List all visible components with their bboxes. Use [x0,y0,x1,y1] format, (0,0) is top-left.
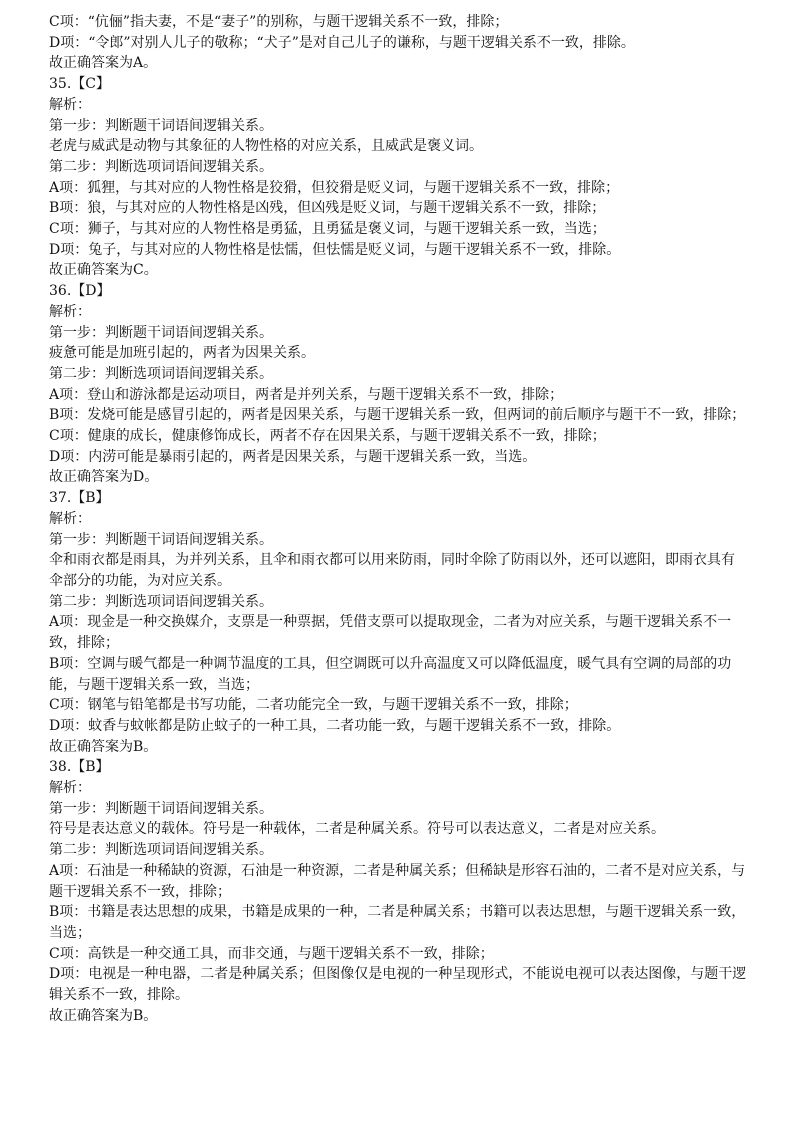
question-35-header: 35.【C】 [49,76,110,93]
q37-option-d: D项：蚊香与蚊帐都是防止蚊子的一种工具，二者功能一致，与题干逻辑关系不一致，排除。 [49,717,621,734]
q36-analysis-label: 解析： [49,303,91,320]
q38-option-b-line-2: 当选； [49,924,91,941]
q38-step-2: 第二步：判断选项词语间逻辑关系。 [49,842,273,859]
q37-step-1: 第一步：判断题干词语间逻辑关系。 [49,531,273,548]
q36-conclusion: 故正确答案为D。 [49,469,159,486]
conclusion-prev: 故正确答案为A。 [49,55,158,72]
q37-option-b-line-1: B项：空调与暖气都是一种调节温度的工具，但空调既可以升高温度又可以降低温度，暖气具有空调的局部的功 [49,655,732,672]
q38-conclusion: 故正确答案为B。 [49,1007,158,1024]
q37-analysis-label: 解析： [49,510,91,527]
q36-stem-relation: 疲惫可能是加班引起的，两者为因果关系。 [49,345,315,362]
q36-option-b: B项：发烧可能是感冒引起的，两者是因果关系，与题干逻辑关系一致，但两词的前后顺序与题干不一致，排除； [49,407,746,424]
q37-option-a-line-2: 致，排除； [49,635,119,652]
q38-option-d-line-2: 辑关系不一致，排除。 [49,987,189,1004]
q35-step-1: 第一步：判断题干词语间逻辑关系。 [49,117,273,134]
q35-stem-relation: 老虎与威武是动物与其象征的人物性格的对应关系，且威武是褒义词。 [49,138,483,155]
q37-option-c: C项：钢笔与铅笔都是书写功能，二者功能完全一致，与题干逻辑关系不一致，排除； [49,697,578,714]
q37-option-a-line-1: A项：现金是一种交换媒介，支票是一种票据，凭借支票可以提取现金，二者为对应关系，与题干逻辑关系不一 [49,614,732,631]
q35-conclusion: 故正确答案为C。 [49,262,158,279]
q35-option-c: C项：狮子，与其对应的人物性格是勇猛，且勇猛是褒义词，与题干逻辑关系一致，当选； [49,221,606,238]
q36-option-a: A项：登山和游泳都是运动项目，两者是并列关系，与题干逻辑关系不一致，排除； [49,386,564,403]
q38-option-c: C项：高铁是一种交通工具，而非交通，与题干逻辑关系不一致，排除； [49,945,494,962]
q38-option-d-line-1: D项：电视是一种电器，二者是种属关系；但图像仅是电视的一种呈现形式，不能说电视可以表达图像，与题干逻 [49,966,747,983]
q38-option-b-line-1: B项：书籍是表达思想的成果，书籍是成果的一种，二者是种属关系；书籍可以表达思想，与题干逻辑关系一致， [49,904,746,921]
answer-d-option-prev: D项：“令郎”对别人儿子的敬称；“犬子”是对自己儿子的谦称，与题干逻辑关系不一致，排除。 [49,34,635,51]
q35-option-a: A项：狐狸，与其对应的人物性格是狡猾，但狡猾是贬义词，与题干逻辑关系不一致，排除； [49,179,620,196]
q36-step-1: 第一步：判断题干词语间逻辑关系。 [49,324,273,341]
q38-option-a-line-1: A项：石油是一种稀缺的资源，石油是一种资源，二者是种属关系；但稀缺是形容石油的，二者不是对应关系，与 [49,862,746,879]
q35-analysis-label: 解析： [49,96,91,113]
q37-stem-relation-line-1: 伞和雨衣都是雨具，为并列关系，且伞和雨衣都可以用来防雨，同时伞除了防雨以外，还可以遮阳，即雨衣具有 [49,552,735,569]
q38-analysis-label: 解析： [49,780,91,797]
q35-step-2: 第二步：判断选项词语间逻辑关系。 [49,158,273,175]
q38-stem-relation: 符号是表达意义的载体。符号是一种载体，二者是种属关系。符号可以表达意义，二者是对应关系。 [49,821,665,838]
q37-step-2: 第二步：判断选项词语间逻辑关系。 [49,593,273,610]
q38-option-a-line-2: 题干逻辑关系不一致，排除； [49,883,231,900]
question-37-header: 37.【B】 [49,490,110,507]
q38-step-1: 第一步：判断题干词语间逻辑关系。 [49,800,273,817]
q35-option-b: B项：狼，与其对应的人物性格是凶残，但凶残是贬义词，与题干逻辑关系不一致，排除； [49,200,606,217]
q37-stem-relation-line-2: 伞部分的功能，为对应关系。 [49,572,231,589]
question-38-header: 38.【B】 [49,759,110,776]
q36-step-2: 第二步：判断选项词语间逻辑关系。 [49,365,273,382]
q35-option-d: D项：兔子，与其对应的人物性格是怯懦，但怯懦是贬义词，与题干逻辑关系不一致，排除。 [49,241,621,258]
answer-c-option-prev: C项：“伉俪”指夫妻，不是“妻子”的别称，与题干逻辑关系不一致，排除； [49,14,509,30]
q36-option-c: C项：健康的成长，健康修饰成长，两者不存在因果关系，与题干逻辑关系不一致，排除； [49,428,606,445]
q37-option-b-line-2: 能，与题干逻辑关系一致，当选； [49,676,259,693]
question-36-header: 36.【D】 [49,283,111,300]
q37-conclusion: 故正确答案为B。 [49,738,158,755]
q36-option-d: D项：内涝可能是暴雨引起的，两者是因果关系，与题干逻辑关系一致，当选。 [49,448,537,465]
